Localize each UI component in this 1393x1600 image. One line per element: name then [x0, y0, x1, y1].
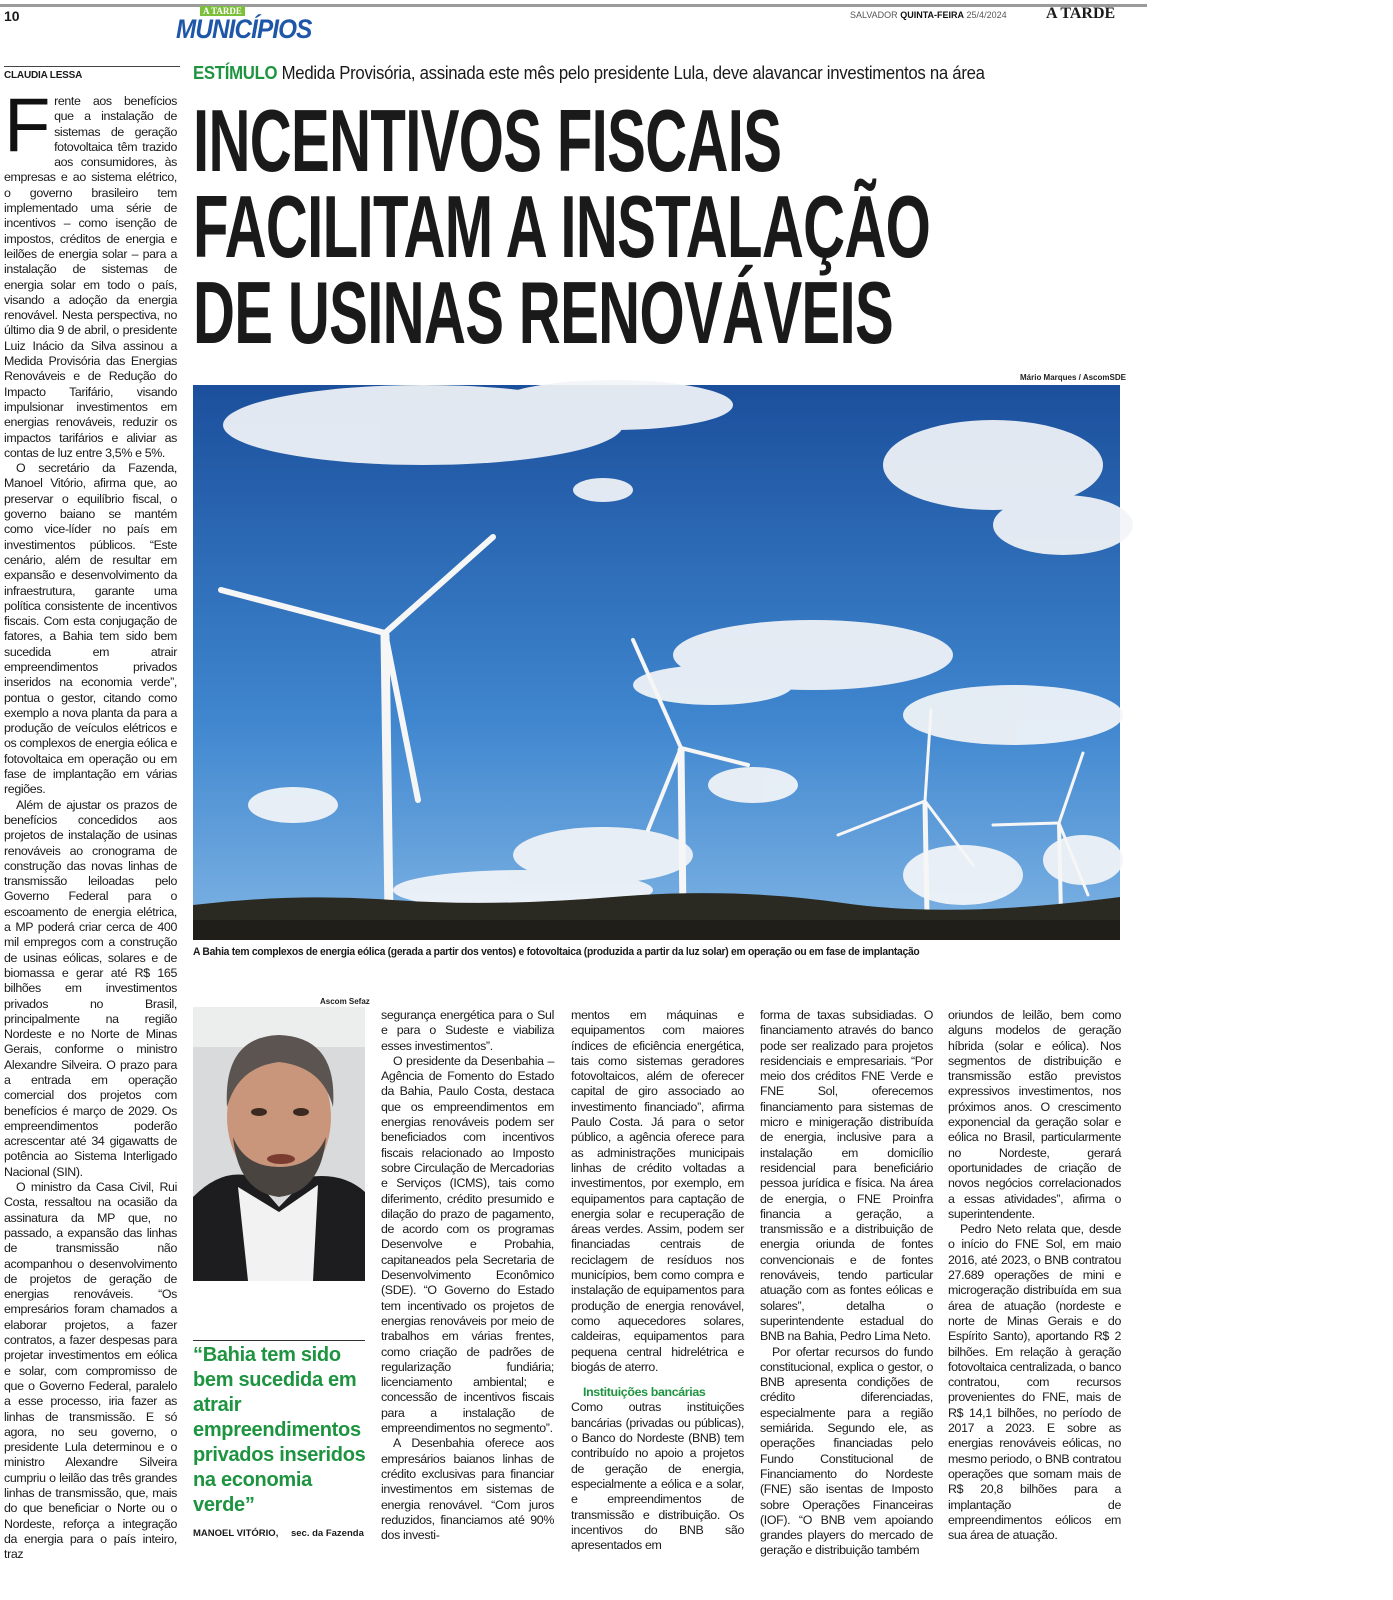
- paragraph: segurança energética para o Sul e para o Sudeste e viabiliza esses investimentos”.: [381, 1008, 554, 1053]
- byline-rule: [4, 66, 180, 67]
- paragraph: A Desenbahia oferece aos empresários baianos linhas de crédito exclusivas para financiar investimentos em sistemas de energia renovável. “Com juros reduzidos, financiamos até 90% dos investi-: [381, 1436, 554, 1543]
- subhead: Instituições bancárias: [583, 1385, 706, 1400]
- paragraph: Como outras instituições bancárias (privadas ou públicas), o Banco do Nordeste (BNB) tem contribuído no apoio a projetos de geração de energia, especialmente a eólica e a solar, e empreendimentos de transmissão e distribuição. Os incentivos do BNB são apresentados em: [571, 1400, 744, 1553]
- paragraph: rente aos benefícios que a instalação de sistemas de geração fotovoltaica têm trazido aos consumidores, às empresas e ao sistema elétrico, o governo brasileiro tem implementado uma série de incentivos – como isenção de impostos, créditos de energia e leilões de energia solar – para a instalação de sistemas de energia solar em todo o país, visando a adoção da energia renovável. Nesta perspectiva, no último dia 9 de abril, o presidente Luiz Inácio da Silva assinou a Medida Provisória das Energias Renováveis e de Redução do Impacto Tarifário, visando impulsionar investimentos em energias renováveis, reduzir os impactos tarifários e aliviar as contas de luz entre 3,5% e 5%.: [4, 94, 177, 460]
- kicker: [193, 63, 985, 84]
- article-column-5: [948, 1008, 1121, 1548]
- paragraph: Além de ajustar os prazos de benefícios concedidos aos projetos de instalação de usinas renováveis ao cronograma de construção das novas linhas de transmissão leiloadas pelo Governo Federal para o escoamento de energia elétrica, a MP poderá criar cerca de 400 mil empregos com a construção de usinas eólicas, solares e de biomassa e gerar até R$ 165 bilhões em investimentos privados no Brasil, principalmente na região Nordeste e no Norte de Minas Gerais, conforme o ministro Alexandre Silveira. O prazo para a entrada em operação comercial dos projetos com benefícios é março de 2029. Os empreendimentos poderão acrescentar até 34 gigawatts de potência ao Sistema Interligado Nacional (SIN).: [4, 797, 177, 1179]
- date: 25/4/2024: [966, 10, 1007, 20]
- logo-municipios: MUNICÍPIOS: [176, 14, 312, 44]
- headline: [193, 91, 1393, 362]
- main-photo-caption: A Bahia tem complexos de energia eólica (gerada a partir dos ventos) e fotovoltaica (produzida a partir da luz solar) em operação ou em fase de implantação: [193, 946, 920, 958]
- drop-cap: F: [4, 83, 51, 168]
- kicker-label: ESTÍMULO: [193, 63, 278, 83]
- pull-quote-role: sec. da Fazenda: [290, 1528, 364, 1539]
- masthead: A TARDE: [1046, 5, 1116, 22]
- headline-line: FACILITAM A INSTALAÇÃO: [193, 177, 931, 276]
- paragraph: Pedro Neto relata que, desde o início do FNE Sol, em maio 2016, até 2023, o BNB contratou 27.689 operações de mini e microgeração distribuída em sua área de atuação (nordeste e norte de Minas Gerais e do Espírito Santo), aportando R$ 2 bilhões. Em relação à geração fotovoltaica centralizada, o banco contratou, com recursos provenientes do FNE, mais de R$ 14,1 bilhões, no período de 2017 a 2023. E sobre as energias renováveis eólicas, no mesmo periodo, o BNB contratou operações que somam mais de R$ 20,8 bilhões para a implantação de empreendimentos eólicos em sua área de atuação.: [948, 1222, 1121, 1543]
- city: SALVADOR: [850, 10, 898, 20]
- deck: Medida Provisória, assinada este mês pelo presidente Lula, deve alavancar investimentos na área: [281, 63, 985, 83]
- wind-turbines-photo: [193, 385, 1120, 940]
- main-photo-credit: Mário Marques / AscomSDE: [1020, 373, 1126, 382]
- page-number: 10: [4, 8, 20, 24]
- paragraph: forma de taxas subsidiadas. O financiamento através do banco pode ser realizado para projetos residenciais e empresariais. “Por meio dos créditos FNE Verde e FNE Sol, oferecemos financiamento para sistemas de micro e minigeração distribuída de energia, inclusive para a instalação em domicílio residencial para beneficiário pessoa jurídica e física. Na área de energia, o FNE Proinfra financia a geração, a transmissão e a distribuição de energia oriunda de fontes convencionais e de fontes renováveis, tendo particular atuação com as fontes eólicas e solares”, detalha o superintendente estadual do BNB na Bahia, Pedro Lima Neto.: [760, 1008, 933, 1344]
- top-rule: [0, 4, 1147, 7]
- paragraph: Por ofertar recursos do fundo constitucional, explica o gestor, o BNB apresenta condições de crédito diferenciadas, especialmente para a região semiárida. Segundo ele, as operações financiadas pelo Fundo Constitucional de Financiamento do Nordeste (FNE) são isentas de Imposto sobre Operações Financeiras (IOF). “O BNB vem apoiando grandes players do mercado de geração e distribuição também: [760, 1344, 933, 1558]
- pull-quote: “Bahia tem sido bem sucedida em atrair empreendimentos privados inseridos na economia verde”: [193, 1344, 366, 1516]
- pull-quote-author: MANOEL VITÓRIO,: [193, 1528, 279, 1539]
- weekday: QUINTA-FEIRA: [900, 10, 965, 20]
- paragraph: oriundos de leilão, bem como alguns modelos de geração híbrida (solar e eólica). Nos segmentos de distribuição e transmissão estão previstos expressivos investimentos, nos próximos anos. O crescimento exponencial da geração solar e eólica no Brasil, particularmente no Nordeste, gerará oportunidades de criação de novos negócios correlacionados a essas atividades”, afirma o superintendente.: [948, 1008, 1121, 1221]
- paragraph: O presidente da Desenbahia – Agência de Fomento do Estado da Bahia, Paulo Costa, destaca que os empreendimentos em energias renováveis podem ser beneficiados com incentivos fiscais relacionado ao Imposto sobre Circulação de Mercadorias e Serviços (ICMS), tais como diferimento, crédito presumido e dilação do prazo de pagamento, de acordo com os programas Desenvolve e Probahia, capitaneados pela Secretaria de Desenvolvimento Econômico (SDE). “O Governo do Estado tem incentivado os projetos de energias renováveis por meio de trabalhos em várias frentes, como criação de padrões de regularização fundiária; licenciamento ambiental; e concessão de incentivos fiscais para a instalação de empreendimentos no segmento”.: [381, 1053, 554, 1436]
- section-logo: [176, 6, 336, 42]
- logo-a-tarde: A TARDE: [200, 6, 245, 16]
- portrait-photo: [193, 1007, 365, 1281]
- paragraph: O ministro da Casa Civil, Rui Costa, ressaltou na ocasião da assinatura da MP que, no passado, a expansão das linhas de transmissão não acompanhou o desenvolvimento de projetos de geração de energias renováveis. “Os empresários foram chamados a elaborar projetos, a fazer contratos, a fazer despesas para projetar investimentos em eólica e solar, com compromisso de que o Governo Federal, paralelo a esse processo, iria fazer as linhas de transmissão. E só agora, no seu governo, o presidente Lula determinou e o ministro Alexandre Silveira cumpriu o leilão das três grandes linhas de transmissão, que, mais do que beneficiar o Norte ou o Nordeste, reforça a integração da energia para o país inteiro, traz: [4, 1180, 177, 1562]
- headline-line: INCENTIVOS FISCAIS: [193, 91, 782, 190]
- byline: CLAUDIA LESSA: [4, 70, 83, 81]
- pull-quote-attribution: [193, 1528, 364, 1539]
- headline-line: DE USINAS RENOVÁVEIS: [193, 263, 894, 362]
- dateline: [850, 10, 1007, 20]
- article-column-3: [571, 1008, 744, 1553]
- pull-quote-rule: [193, 1340, 365, 1341]
- article-column-2: [381, 1008, 554, 1548]
- article-column-4: [760, 1008, 933, 1558]
- article-column-1: [4, 83, 177, 1562]
- paragraph: mentos em máquinas e equipamentos com maiores índices de eficiência energética, tais como sistemas geradores fotovoltaicos, além de oferecer capital de giro associado ao investimento financiado”, afirma Paulo Costa. Já para o setor público, a agência oferece para as administrações municipais linhas de crédito voltadas a investimentos, por exemplo, em equipamentos para captação de energia solar e recuperação de áreas verdes. Assim, podem ser financiadas centrais de reciclagem de resíduos nos municípios, bem como compra e instalação de equipamentos para produção de energia renovável, como aquecedores solares, caldeiras, equipamentos para pequena central hidrelétrica e biogás de aterro.: [571, 1008, 744, 1374]
- paragraph: O secretário da Fazenda, Manoel Vitório, afirma que, ao preservar o equilíbrio fiscal, o governo baiano se mantém como vice-líder no país em investimentos públicos. “Este cenário, além de resultar em expansão e desenvolvimento da infraestrutura, garante uma política consistente de incentivos fiscais. Com esta conjugação de fatores, a Bahia tem sido bem sucedida em atrair empreendimentos privados inseridos na economia verde”, pontua o gestor, citando como exemplo a nova planta da para a produção de veículos elétricos e os complexos de energia eólica e fotovoltaica em operação ou em fase de implantação em várias regiões.: [4, 461, 177, 797]
- portrait-credit: Ascom Sefaz: [320, 997, 370, 1006]
